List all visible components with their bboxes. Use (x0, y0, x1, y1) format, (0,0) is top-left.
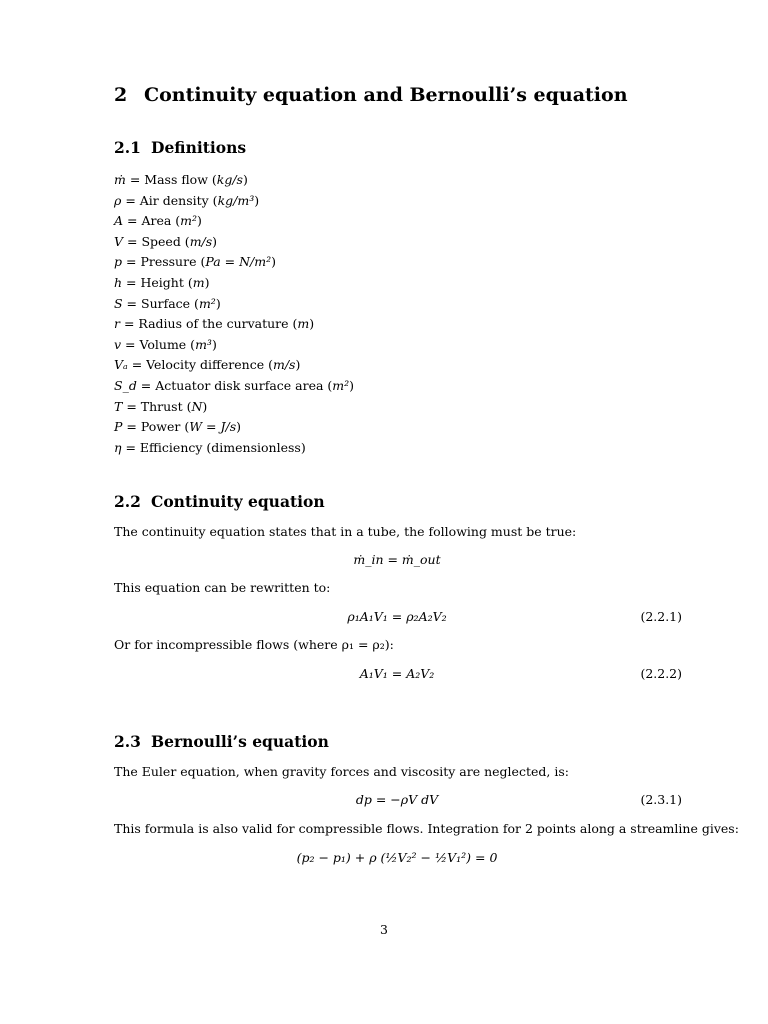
definition-symbol: Vₐ (114, 357, 128, 373)
equation-number-2-3-1: (2.3.1) (640, 792, 682, 807)
definition-item: ρ = Air density (kg/m³) (114, 192, 260, 208)
definition-item: h = Height (m) (114, 274, 210, 290)
definition-description: Radius of the curvature (138, 316, 289, 332)
section-heading (114, 84, 628, 106)
definition-unit: dimensionless (211, 439, 301, 455)
definition-item: η = Efficiency (dimensionless) (114, 439, 306, 455)
definition-description: Surface (141, 295, 191, 311)
definition-unit: m³ (195, 336, 212, 352)
definition-unit: m² (332, 377, 350, 393)
definition-symbol: ρ (114, 192, 122, 208)
definition-symbol: A (114, 213, 124, 229)
subsection-number: 2.2 (114, 492, 141, 511)
definition-symbol: S_d (114, 377, 137, 393)
definition-item: r = Radius of the curvature (m) (114, 316, 315, 332)
definition-symbol: P (114, 419, 123, 435)
definition-description: Volume (139, 336, 187, 352)
definition-description: Air density (139, 192, 209, 208)
definition-unit: W = J/s (189, 419, 237, 435)
subsection-bernoulli-heading (114, 732, 329, 751)
definition-unit: m/s (272, 357, 296, 373)
definition-unit: m² (180, 213, 198, 229)
definition-symbol: ṁ (114, 172, 126, 187)
equation-mass-balance: ṁ_in = ṁ_out (353, 552, 441, 567)
section-title: Continuity equation and Bernoulli’s equation (144, 84, 628, 106)
definition-symbol: h (114, 274, 123, 290)
definition-description: Area (141, 213, 172, 229)
definition-item: S = Surface (m²) (114, 295, 221, 311)
definition-unit: kg/s (216, 172, 243, 187)
definition-item: v = Volume (m³) (114, 336, 217, 352)
definition-item: ṁ = Mass flow (kg/s) (114, 172, 248, 187)
definition-symbol: T (114, 398, 123, 414)
definition-description: Thrust (140, 398, 183, 414)
subsection-title: Continuity equation (151, 492, 325, 511)
definition-symbol: V (114, 233, 124, 249)
definition-item: A = Area (m²) (114, 213, 202, 229)
definition-unit: Pa = N/m² (205, 254, 272, 270)
equation-2-2-1: ρ₁A₁V₁ = ρ₂A₂V₂ (347, 609, 447, 624)
definition-description: Height (140, 274, 184, 290)
equation-2-3-1: dp = −ρV dV (355, 792, 439, 807)
bernoulli-intro: The Euler equation, when gravity forces and viscosity are neglected, is: (114, 764, 569, 779)
definition-description: Pressure (140, 254, 197, 270)
definition-unit: m² (198, 295, 216, 311)
definition-description: Power (140, 419, 181, 435)
definition-item: T = Thrust (N) (114, 398, 208, 414)
subsection-number: 2.1 (114, 138, 141, 157)
definition-symbol: v (114, 336, 122, 352)
incompressible-text: Or for incompressible flows (where ρ₁ = ρ₂): (114, 637, 394, 652)
definition-symbol: p (114, 254, 123, 270)
definition-unit: m (297, 316, 310, 332)
definition-item: P = Power (W = J/s) (114, 419, 242, 435)
continuity-intro: The continuity equation states that in a tube, the following must be true: (114, 524, 577, 539)
definition-unit: m (192, 274, 205, 290)
definition-symbol: S (114, 295, 123, 311)
definition-unit: m/s (189, 233, 213, 249)
definition-item: p = Pressure (Pa = N/m²) (114, 254, 276, 270)
equation-number-2-2-1: (2.2.1) (640, 609, 682, 624)
definition-item: V = Speed (m/s) (114, 233, 218, 249)
continuity-rewrite-text: This equation can be rewritten to: (114, 580, 331, 595)
equation-bernoulli-integrated: (p₂ − p₁) + ρ (½V₂² − ½V₁²) = 0 (296, 850, 498, 865)
page-number: 3 (380, 922, 388, 937)
definitions-list (114, 170, 354, 458)
equation-number-2-2-2: (2.2.2) (640, 666, 682, 681)
definition-description: Speed (141, 233, 181, 249)
equation-2-2-2: A₁V₁ = A₂V₂ (359, 666, 435, 681)
definition-unit: kg/m³ (217, 192, 255, 208)
subsection-continuity-heading (114, 492, 325, 511)
section-number: 2 (114, 84, 128, 106)
bernoulli-after-text: This formula is also valid for compressible flows. Integration for 2 points along a streamline gives: (114, 821, 739, 836)
definition-unit: N (191, 398, 203, 414)
definition-item: S_d = Actuator disk surface area (m²) (114, 377, 355, 393)
subsection-number: 2.3 (114, 732, 141, 751)
definition-symbol: r (114, 316, 120, 332)
definition-description: Efficiency (139, 439, 203, 455)
definition-description: Mass flow (144, 172, 208, 187)
subsection-title: Definitions (151, 138, 247, 157)
definition-symbol: η (114, 439, 122, 455)
definition-item: Vₐ = Velocity difference (m/s) (114, 357, 301, 373)
definition-description: Actuator disk surface area (155, 377, 324, 393)
definition-description: Velocity difference (146, 357, 265, 373)
subsection-definitions-heading (114, 138, 246, 157)
subsection-title: Bernoulli’s equation (151, 732, 329, 751)
